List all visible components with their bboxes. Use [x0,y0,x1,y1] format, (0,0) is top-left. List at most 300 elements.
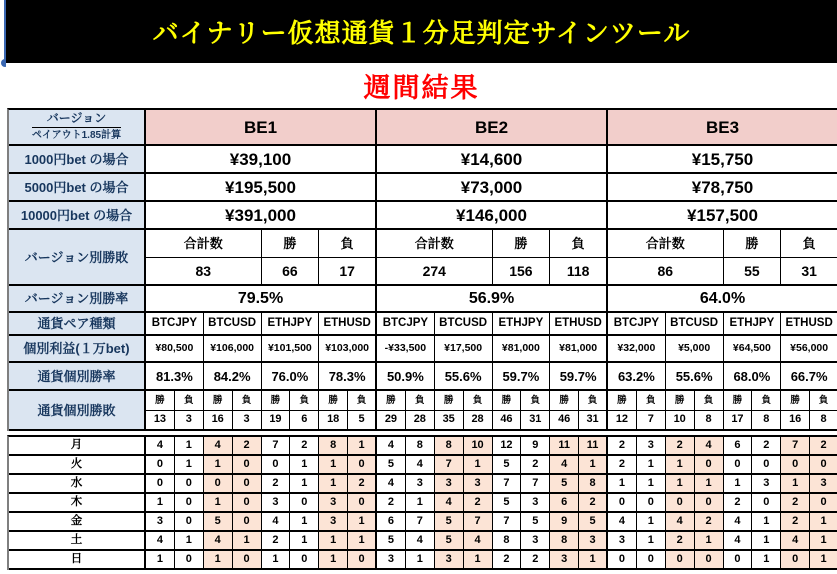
pair-win-value: 13 [146,411,175,430]
pair-rate-value: 76.0% [262,363,320,389]
day-value: 0 [810,494,837,511]
day-value: 3 [752,475,781,492]
day-value: 1 [752,513,781,530]
currency-pair-header: ETHUSD [319,313,377,334]
day-value: 6 [550,494,579,511]
pair-rate-value: 84.2% [204,363,262,389]
pair-profit-value: ¥81,000 [493,336,551,361]
day-value: 1 [406,494,435,511]
win-header: 勝 [262,230,320,257]
lose-header: 負 [406,391,435,410]
day-value: 0 [233,475,262,492]
currency-pair-header: BTCJPY [608,313,666,334]
day-value: 3 [319,494,348,511]
day-value: 0 [233,551,262,568]
win-header: 勝 [666,391,695,410]
pair-lose-value: 8 [695,411,724,430]
day-value: 0 [724,456,753,473]
pair-rate-value: 81.3% [146,363,204,389]
day-value: 3 [464,475,493,492]
currency-pair-header: BTCJPY [146,313,204,334]
day-value: 0 [752,494,781,511]
currency-pair-header: BTCJPY [377,313,435,334]
day-value: 1 [146,551,175,568]
pair-rate-value: 78.3% [319,363,377,389]
win-header: 勝 [608,391,637,410]
day-value: 3 [810,475,837,492]
day-value: 4 [406,456,435,473]
day-value: 9 [550,513,579,530]
pair-win-value: 35 [435,411,464,430]
pair-rate-value: 55.6% [666,363,724,389]
pair-lose-value: 6 [290,411,319,430]
day-value: 2 [262,475,291,492]
pair-rate-value: 68.0% [724,363,782,389]
bet-result-value: ¥78,750 [608,174,837,200]
day-value: 0 [637,494,666,511]
bet-10000-label: 10000円bet の場合 [9,202,146,228]
version-label: バージョン [46,111,107,126]
bet-result-value: ¥73,000 [377,174,608,200]
day-value: 3 [435,551,464,568]
day-value: 1 [637,456,666,473]
day-label: 水 [9,475,146,492]
day-value: 3 [319,513,348,530]
bet-result-value: ¥14,600 [377,146,608,172]
day-value: 4 [608,513,637,530]
day-value: 1 [781,475,810,492]
day-value: 0 [175,551,204,568]
day-value: 1 [262,551,291,568]
day-value: 8 [550,532,579,549]
day-value: 2 [724,494,753,511]
version-rate-value: 79.5% [146,286,377,311]
day-value: 2 [521,456,550,473]
day-label: 火 [9,456,146,473]
day-value: 1 [695,475,724,492]
day-value: 0 [233,513,262,530]
day-value: 1 [146,494,175,511]
pair-type-label: 通貨ペア種類 [9,313,146,334]
day-value: 5 [521,513,550,530]
day-value: 2 [348,475,377,492]
total-count-value: 274 [377,258,493,285]
currency-pair-header: BTCUSD [435,313,493,334]
day-value: 0 [290,551,319,568]
day-value: 0 [348,494,377,511]
day-value: 3 [377,551,406,568]
day-value: 2 [579,494,608,511]
day-value: 4 [262,513,291,530]
day-value: 5 [377,532,406,549]
day-value: 1 [608,475,637,492]
day-value: 0 [781,456,810,473]
pair-win-value: 10 [666,411,695,430]
weekly-result-title: 週間結果 [363,73,480,103]
day-value: 0 [175,494,204,511]
day-value: 8 [435,437,464,454]
lose-header: 負 [579,391,608,410]
currency-pair-header: ETHJPY [493,313,551,334]
day-value: 4 [435,494,464,511]
pair-profit-value: ¥5,000 [666,336,724,361]
table-row [9,336,837,363]
pair-lose-value: 8 [810,411,837,430]
day-value: 1 [348,513,377,530]
day-value: 4 [204,437,233,454]
pair-lose-value: 3 [233,411,262,430]
day-value: 1 [290,532,319,549]
day-value: 1 [233,532,262,549]
day-value: 11 [550,437,579,454]
day-label: 土 [9,532,146,549]
day-value: 1 [637,513,666,530]
pair-rate-value: 63.2% [608,363,666,389]
day-value: 1 [290,513,319,530]
pair-winloss-block [146,391,837,429]
bet-result-value: ¥15,750 [608,146,837,172]
day-value: 4 [724,532,753,549]
day-label: 金 [9,513,146,530]
day-value: 1 [290,475,319,492]
lose-count-value: 118 [550,258,608,285]
pair-profit-value: ¥32,000 [608,336,666,361]
table-row [9,230,837,286]
day-value: 1 [175,532,204,549]
day-value: 1 [579,551,608,568]
day-value: 4 [550,456,579,473]
currency-pair-header: ETHUSD [550,313,608,334]
pair-win-value: 16 [204,411,233,430]
day-value: 1 [290,456,319,473]
table-row [9,513,837,532]
day-value: 8 [493,532,522,549]
day-value: 0 [233,494,262,511]
day-value: 2 [464,494,493,511]
day-value: 0 [724,551,753,568]
version-rate-value: 56.9% [377,286,608,311]
lose-header: 負 [695,391,724,410]
total-count-value: 83 [146,258,262,285]
day-value: 1 [810,513,837,530]
day-value: 1 [695,532,724,549]
day-value: 2 [781,513,810,530]
pair-lose-value: 3 [175,411,204,430]
day-value: 2 [752,437,781,454]
pair-profit-value: ¥80,500 [146,336,204,361]
day-value: 5 [435,513,464,530]
day-value: 1 [724,475,753,492]
day-value: 2 [521,551,550,568]
table-row [9,313,837,336]
lose-header: 負 [752,391,781,410]
table-row [9,146,837,174]
pair-lose-value: 28 [464,411,493,430]
day-value: 1 [464,551,493,568]
day-value: 0 [348,456,377,473]
bet-result-value: ¥39,100 [146,146,377,172]
day-value: 1 [637,475,666,492]
day-label: 日 [9,551,146,568]
day-value: 4 [666,513,695,530]
pair-win-value: 17 [724,411,753,430]
day-value: 0 [233,456,262,473]
day-value: 0 [262,456,291,473]
day-value: 1 [666,475,695,492]
pair-profit-value: ¥103,000 [319,336,377,361]
day-value: 5 [493,456,522,473]
day-value: 4 [406,532,435,549]
version-column-header: BE3 [608,110,837,144]
day-value: 5 [435,532,464,549]
day-value: 4 [377,475,406,492]
day-value: 0 [781,551,810,568]
day-value: 0 [695,494,724,511]
day-value: 4 [204,532,233,549]
bet-result-value: ¥391,000 [146,202,377,228]
day-value: 4 [695,437,724,454]
win-header: 勝 [319,391,348,410]
main-results-table [7,108,837,431]
day-value: 1 [175,437,204,454]
day-value: 2 [781,494,810,511]
day-value: 0 [810,456,837,473]
day-value: 4 [781,532,810,549]
day-value: 4 [464,532,493,549]
table-row [9,437,837,456]
day-value: 3 [550,551,579,568]
day-value: 2 [666,437,695,454]
bet-5000-label: 5000円bet の場合 [9,174,146,200]
lose-header: 負 [319,230,377,257]
table-row [9,363,837,391]
day-value: 2 [666,532,695,549]
bet-1000-label: 1000円bet の場合 [9,146,146,172]
pair-win-value: 46 [550,411,579,430]
day-value: 0 [175,475,204,492]
day-value: 5 [550,475,579,492]
pair-profit-label: 個別利益(１万bet) [9,336,146,361]
total-count-header: 合計数 [146,230,262,257]
lose-header: 負 [810,391,837,410]
day-value: 1 [319,551,348,568]
win-count-value: 156 [493,258,551,285]
pair-profit-value: -¥33,500 [377,336,435,361]
weekly-result-band [6,63,837,108]
pair-win-value: 16 [781,411,810,430]
day-value: 0 [695,551,724,568]
day-value: 0 [290,494,319,511]
day-value: 6 [724,437,753,454]
total-count-header: 合計数 [608,230,724,257]
day-value: 1 [752,532,781,549]
win-header: 勝 [493,391,522,410]
win-header: 勝 [724,230,782,257]
currency-pair-header: ETHJPY [724,313,782,334]
day-value: 1 [319,532,348,549]
table-row [9,202,837,230]
lose-header: 負 [637,391,666,410]
pair-winloss-label: 通貨個別勝敗 [9,391,146,429]
day-label: 木 [9,494,146,511]
day-value: 4 [146,437,175,454]
day-value: 0 [752,456,781,473]
table-row [9,475,837,494]
bet-result-value: ¥146,000 [377,202,608,228]
day-value: 0 [204,475,233,492]
table-row [9,494,837,513]
pair-profit-value: ¥56,000 [781,336,837,361]
day-value: 2 [608,456,637,473]
day-value: 12 [493,437,522,454]
day-value: 0 [175,513,204,530]
daily-results-table [7,435,837,570]
day-value: 0 [348,551,377,568]
pair-profit-value: ¥106,000 [204,336,262,361]
lose-header: 負 [348,391,377,410]
table-row [146,411,837,430]
day-value: 7 [464,513,493,530]
app-title-bar [6,0,837,63]
table-row [9,456,837,475]
total-count-value: 86 [608,258,724,285]
day-value: 1 [319,456,348,473]
day-value: 1 [204,551,233,568]
table-row [9,551,837,570]
pair-rate-value: 59.7% [550,363,608,389]
pair-lose-value: 8 [752,411,781,430]
win-header: 勝 [204,391,233,410]
pair-lose-value: 5 [348,411,377,430]
day-value: 8 [406,437,435,454]
pair-lose-value: 28 [406,411,435,430]
day-value: 1 [348,532,377,549]
table-row [9,286,837,313]
win-header: 勝 [377,391,406,410]
table-row [146,258,837,285]
win-count-value: 66 [262,258,320,285]
version-rate-label: バージョン別勝率 [9,286,146,311]
day-value: 0 [666,494,695,511]
day-value: 9 [521,437,550,454]
day-value: 4 [377,437,406,454]
day-value: 0 [637,551,666,568]
day-value: 7 [521,475,550,492]
lose-header: 負 [175,391,204,410]
day-value: 0 [146,456,175,473]
pair-rate-value: 59.7% [493,363,551,389]
day-value: 3 [262,494,291,511]
day-value: 5 [377,456,406,473]
day-value: 2 [810,437,837,454]
version-column-header: BE2 [377,110,608,144]
day-value: 3 [608,532,637,549]
pair-win-value: 18 [319,411,348,430]
win-count-value: 55 [724,258,782,285]
pair-rate-value: 66.7% [781,363,837,389]
day-value: 1 [204,494,233,511]
day-value: 1 [464,456,493,473]
table-row [9,391,837,431]
day-value: 5 [204,513,233,530]
pair-rate-label: 通貨個別勝率 [9,363,146,389]
day-value: 7 [493,513,522,530]
day-value: 1 [579,456,608,473]
pair-win-value: 12 [608,411,637,430]
day-value: 3 [521,494,550,511]
day-value: 0 [608,494,637,511]
win-header: 勝 [262,391,291,410]
day-value: 8 [579,475,608,492]
day-value: 2 [695,513,724,530]
pair-lose-value: 7 [637,411,666,430]
version-rate-value: 64.0% [608,286,837,311]
day-label: 月 [9,437,146,454]
app-title: バイナリー仮想通貨１分足判定サインツール [152,18,691,48]
day-value: 11 [579,437,608,454]
day-value: 1 [204,456,233,473]
total-count-header: 合計数 [377,230,493,257]
day-value: 5 [579,513,608,530]
pair-profit-value: ¥81,000 [550,336,608,361]
day-value: 2 [377,494,406,511]
day-value: 7 [781,437,810,454]
win-header: 勝 [146,391,175,410]
table-row [9,174,837,202]
day-value: 2 [233,437,262,454]
win-header: 勝 [550,391,579,410]
pair-profit-value: ¥17,500 [435,336,493,361]
lose-header: 負 [464,391,493,410]
day-value: 7 [406,513,435,530]
day-value: 10 [464,437,493,454]
day-value: 1 [348,437,377,454]
day-value: 1 [175,456,204,473]
day-value: 7 [435,456,464,473]
day-value: 1 [752,551,781,568]
day-value: 2 [262,532,291,549]
win-header: 勝 [724,391,753,410]
day-value: 0 [608,551,637,568]
day-value: 0 [666,551,695,568]
table-row [146,391,837,411]
day-value: 1 [637,532,666,549]
table-row [9,532,837,551]
currency-pair-header: ETHJPY [262,313,320,334]
pair-profit-value: ¥101,500 [262,336,320,361]
day-value: 3 [521,532,550,549]
payout-label: ペイアウト1.85計算 [32,127,121,145]
lose-header: 負 [550,230,608,257]
win-header: 勝 [435,391,464,410]
bet-result-value: ¥195,500 [146,174,377,200]
version-winloss-block [146,230,837,284]
pair-lose-value: 31 [521,411,550,430]
day-value: 1 [666,456,695,473]
day-value: 1 [406,551,435,568]
version-winloss-label: バージョン別勝敗 [9,230,146,284]
version-header-label [9,110,146,144]
pair-win-value: 29 [377,411,406,430]
lose-count-value: 17 [319,258,377,285]
win-header: 勝 [781,391,810,410]
day-value: 8 [319,437,348,454]
currency-pair-header: BTCUSD [204,313,262,334]
day-value: 1 [810,551,837,568]
lose-header: 負 [290,391,319,410]
day-value: 3 [146,513,175,530]
day-value: 3 [435,475,464,492]
